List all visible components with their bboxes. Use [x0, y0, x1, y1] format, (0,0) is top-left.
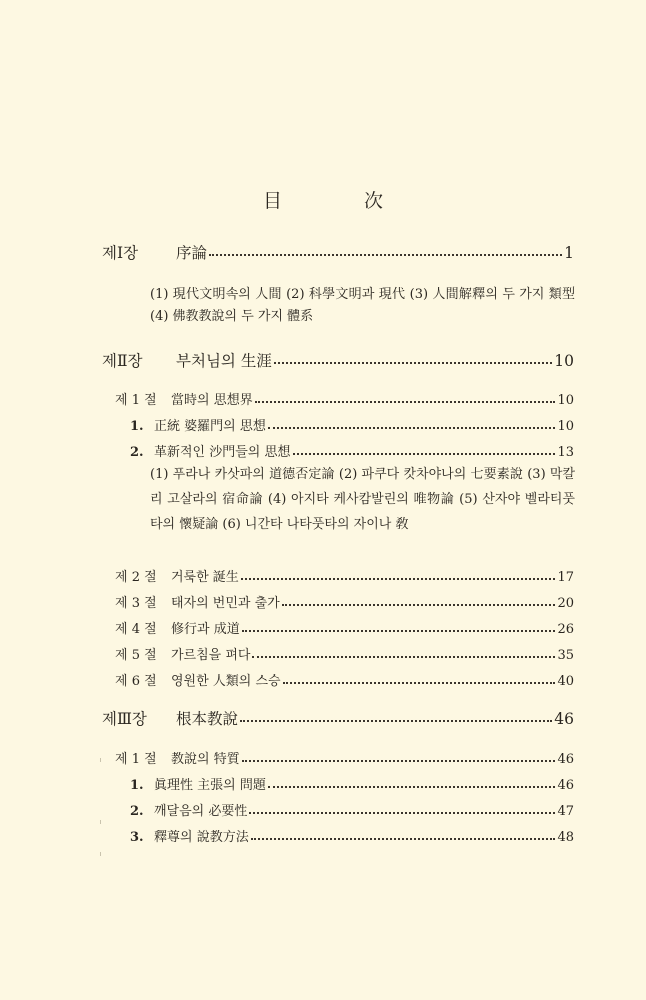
page-number: 35	[557, 648, 574, 663]
dot-leader	[255, 401, 556, 403]
subsection-title: 眞理性 主張의 問題	[154, 778, 266, 793]
chapter-title: 부처님의 生涯	[176, 352, 272, 370]
section-number: 제 3 절	[115, 596, 157, 611]
print-speck	[100, 852, 101, 856]
section-number: 제 1 절	[115, 393, 157, 408]
subsection-title: 革新적인 沙門들의 思想	[154, 445, 291, 460]
chapter-title: 序論	[176, 244, 208, 262]
section-number: 제 6 절	[115, 674, 157, 689]
toc-entry-section-2-6[interactable]	[115, 670, 574, 689]
dot-leader	[251, 838, 556, 840]
chapter-number: 제Ⅲ장	[102, 710, 147, 728]
section-number: 제 2 절	[115, 570, 157, 585]
page-number: 10	[554, 352, 574, 370]
dot-leader	[241, 578, 556, 580]
page-number: 46	[557, 752, 574, 767]
chapter-title: 根本教說	[176, 710, 239, 728]
dot-leader	[268, 786, 556, 788]
toc-entry-chapter-1[interactable]	[102, 241, 574, 263]
dot-leader	[249, 812, 555, 814]
section-title: 영원한 人類의 스승	[171, 674, 281, 689]
toc-entry-subsection-3-1-2[interactable]	[130, 800, 574, 819]
toc-entry-chapter-2[interactable]	[102, 349, 574, 371]
page-number: 46	[557, 778, 574, 793]
toc-entry-section-2-1[interactable]	[115, 389, 574, 408]
subsection-number: 3.	[130, 830, 144, 845]
chapter-1-summary: (1) 現代文明속의 人間 (2) 科學文明과 現代 (3) 人間解釋의 두 가지 類型 (4) 佛教教說의 두 가지 體系	[150, 287, 575, 324]
print-speck	[100, 820, 101, 824]
toc-entry-section-2-2[interactable]	[115, 566, 574, 585]
page-number: 20	[557, 596, 574, 611]
section-title: 當時의 思想界	[171, 393, 253, 408]
toc-entry-section-2-4[interactable]	[115, 618, 574, 637]
subsection-number: 2.	[130, 445, 144, 460]
toc-entry-chapter-3[interactable]	[102, 707, 574, 729]
toc-entry-section-2-3[interactable]	[115, 592, 574, 611]
page-title	[0, 186, 646, 213]
subsection-title: 깨달음의 必要性	[154, 804, 248, 819]
page-number: 10	[557, 419, 574, 434]
page-number: 26	[557, 622, 574, 637]
toc-entry-subsection-2-1-2[interactable]	[130, 441, 574, 460]
dot-leader	[252, 656, 555, 658]
page-number: 1	[564, 244, 574, 262]
chapter-number: 제Ⅱ장	[102, 352, 143, 370]
toc-entry-subsection-2-1-1[interactable]	[130, 415, 574, 434]
dot-leader	[282, 604, 556, 606]
toc-entry-section-2-5[interactable]	[115, 644, 574, 663]
section-number: 제 5 절	[115, 648, 157, 663]
page-number: 47	[557, 804, 574, 819]
dot-leader	[240, 720, 552, 722]
section-number: 제 1 절	[115, 752, 157, 767]
toc-entry-section-3-1[interactable]	[115, 748, 574, 767]
section-number: 제 4 절	[115, 622, 157, 637]
page-number: 17	[557, 570, 574, 585]
page-number: 10	[557, 393, 574, 408]
page-number: 13	[557, 445, 574, 460]
toc-entry-subsection-3-1-1[interactable]	[130, 774, 574, 793]
section-title: 修行과 成道	[171, 622, 240, 637]
section-title: 태자의 번민과 출가	[171, 596, 280, 611]
page-number: 46	[554, 710, 574, 728]
page-number: 48	[557, 830, 574, 845]
section-title: 가르침을 펴다	[171, 648, 251, 663]
section-title: 教說의 特質	[171, 752, 240, 767]
subsection-title: 正統 婆羅門의 思想	[154, 419, 266, 434]
dot-leader	[274, 362, 552, 364]
print-speck	[100, 758, 101, 762]
dot-leader	[293, 453, 556, 455]
dot-leader	[242, 760, 556, 762]
subsection-number: 2.	[130, 804, 144, 819]
dot-leader	[268, 427, 556, 429]
chapter-number: 제Ⅰ장	[102, 244, 139, 262]
subsection-number: 1.	[130, 778, 144, 793]
subsection-2-1-2-summary: (1) 푸라나 카삿파의 道德否定論 (2) 파쿠다 캇차야나의 七要素說 (3) 막칼리 고살라의 宿命論 (4) 아지타 케사캄발린의 唯物論 (5) 산자야 벨라티풋타의 懷疑論 (6) 니간타 나타풋타의 자이나 敎	[150, 467, 575, 532]
subsection-title: 釋尊의 說教方法	[154, 830, 249, 845]
toc-entry-subsection-3-1-3[interactable]	[130, 826, 574, 845]
dot-leader	[209, 254, 562, 256]
page-number: 40	[557, 674, 574, 689]
section-title: 거룩한 誕生	[171, 570, 239, 585]
title-char-2: 次	[364, 190, 384, 212]
subsection-number: 1.	[130, 419, 144, 434]
dot-leader	[242, 630, 556, 632]
dot-leader	[283, 682, 556, 684]
title-char-1: 目	[262, 190, 282, 212]
